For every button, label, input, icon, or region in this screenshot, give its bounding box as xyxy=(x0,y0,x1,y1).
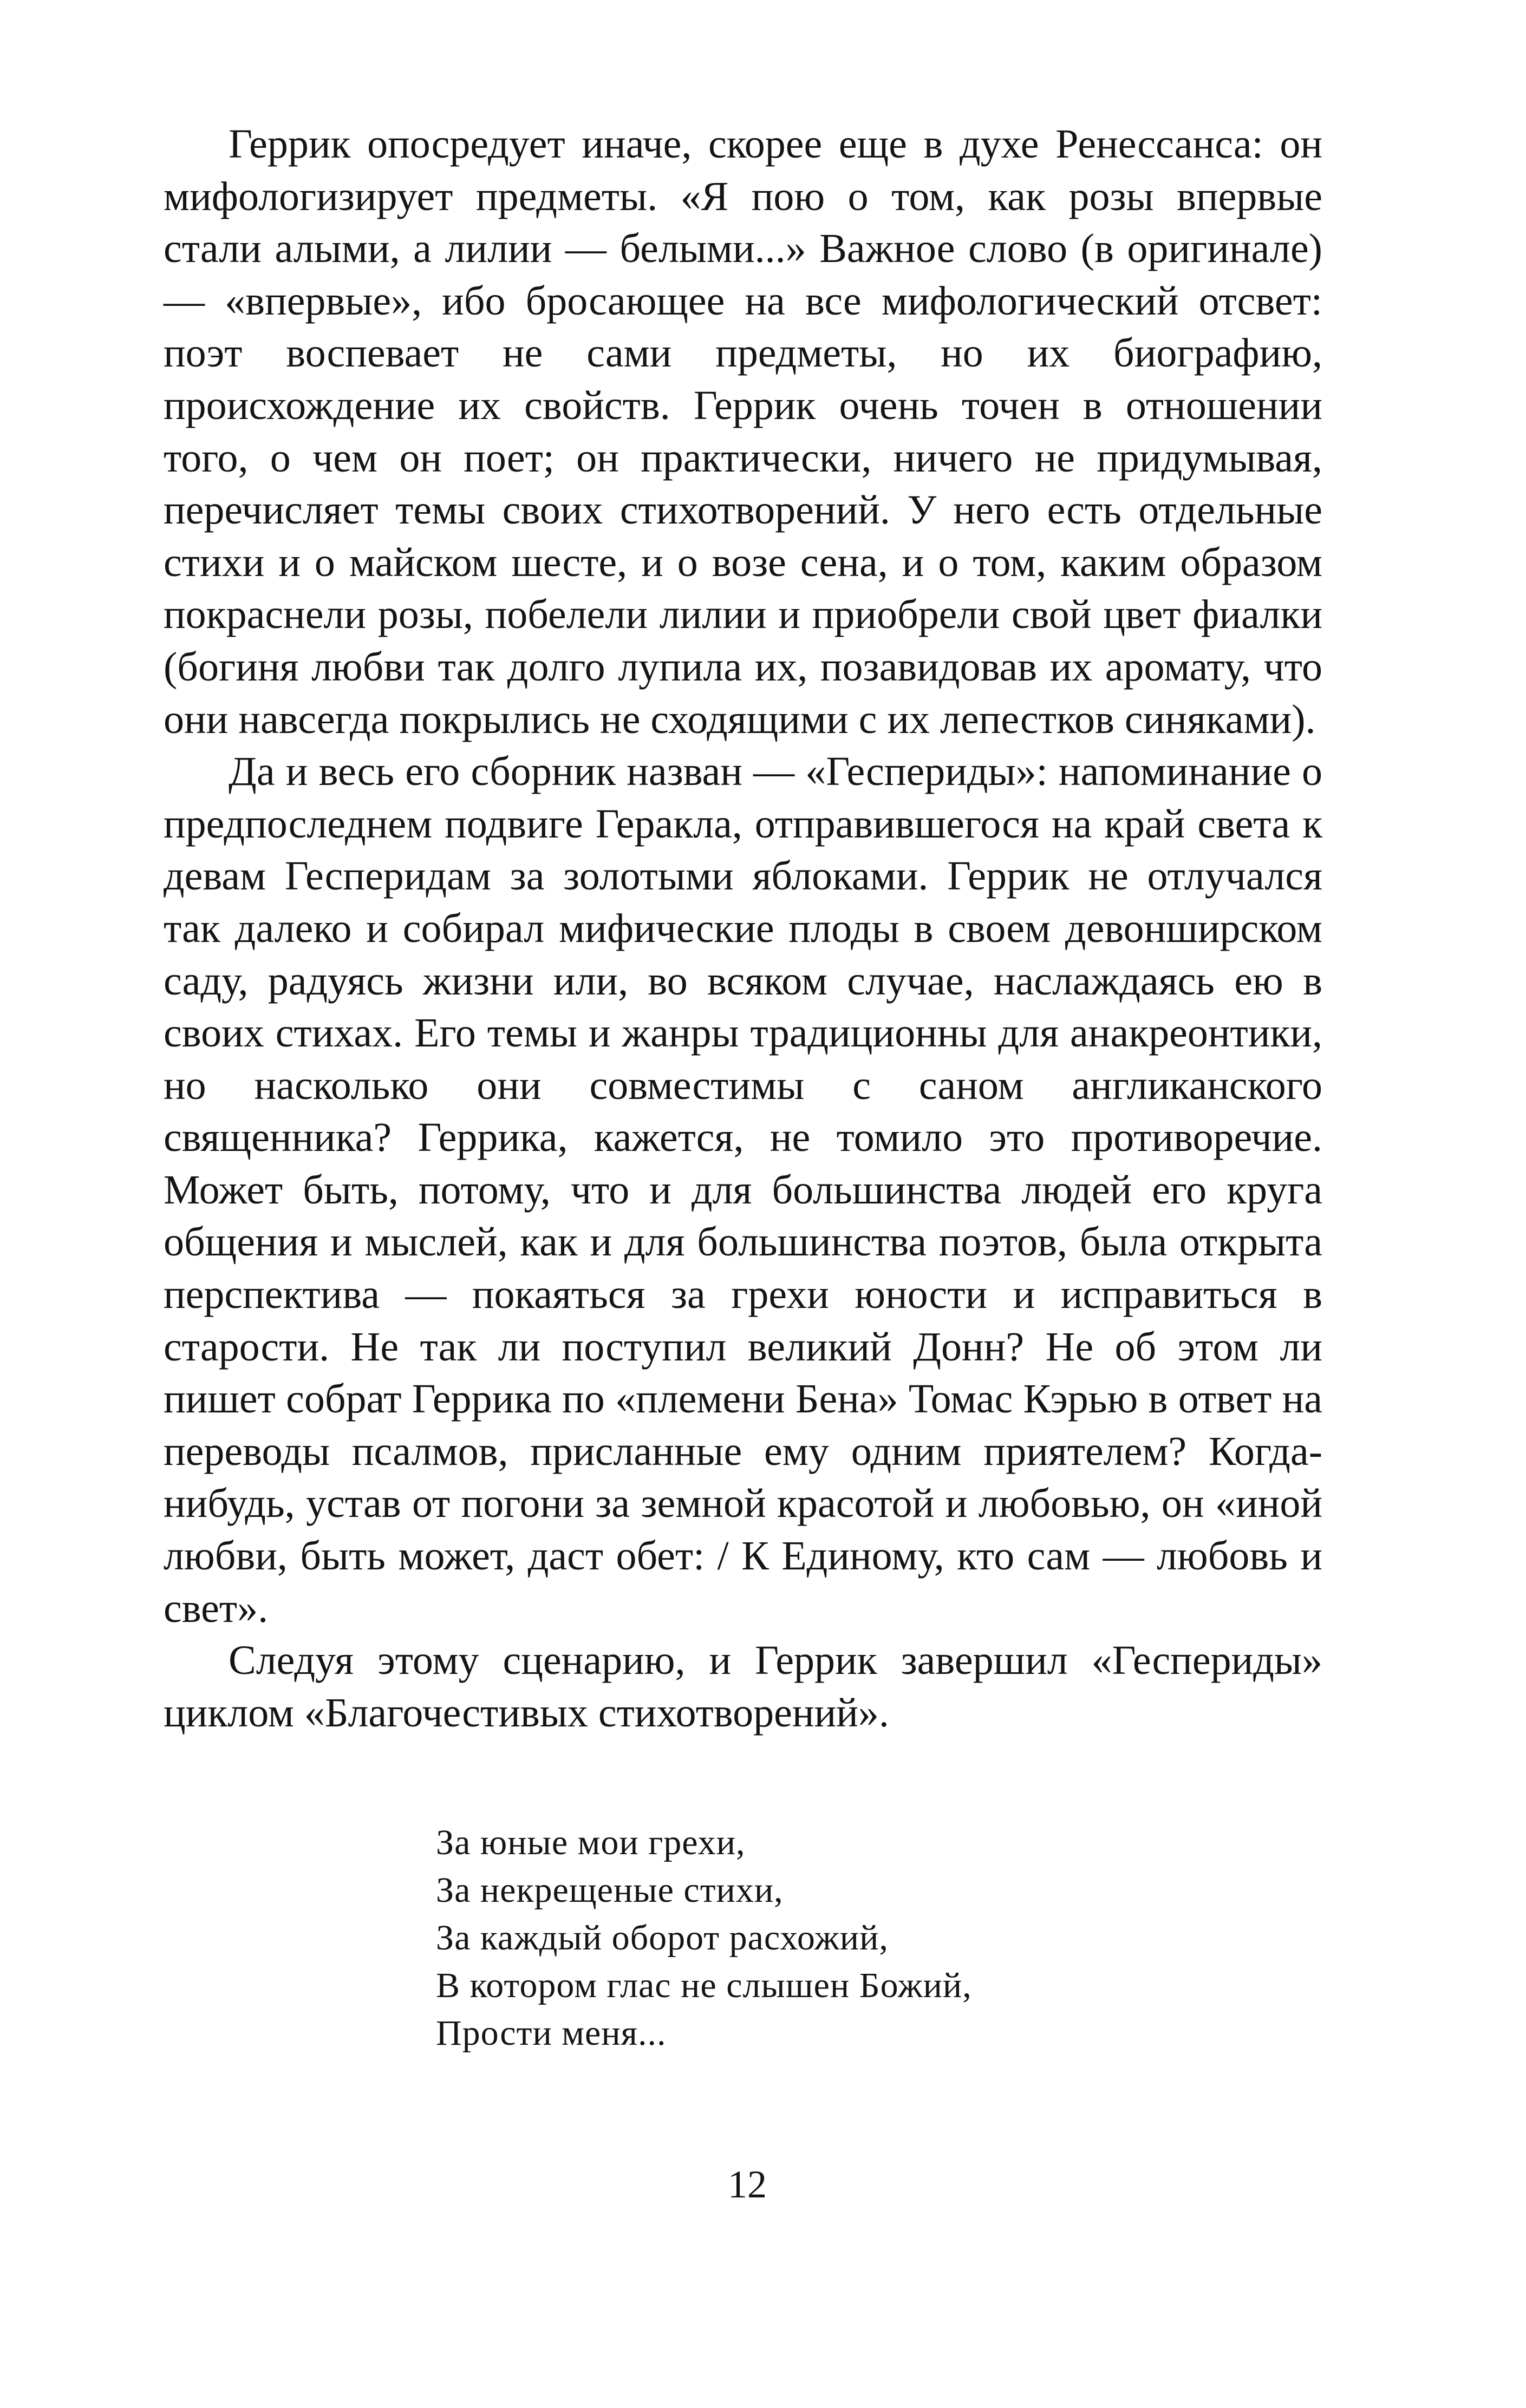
body-text xyxy=(164,118,1322,1739)
poem-line: Прости меня... xyxy=(436,2013,667,2053)
paragraph-1: Геррик опосредует иначе, скорее еще в духе Ренессанса: он мифологизирует предметы. «Я пою о том, как розы впервые стали алыми, а лилии — белыми...» Важное слово (в оригинале) — «впервые», ибо бросающее на все мифологический отсвет: поэт воспевает не сами предметы, но их биографию, происхождение их свойств. Геррик очень точен в отношении того, о чем он поет; он практически, ничего не придумывая, перечисляет темы своих стихотворений. У него есть отдельные стихи и о майском шесте, и о возе сена, и о том, каким образом покраснели розы, побелели лилии и приобрели свой цвет фиалки (богиня любви так долго лупила их, позавидовав их аромату, что они навсегда покрылись не сходящими с их лепестков синяками). xyxy=(164,121,1322,742)
poem-line: В котором глас не слышен Божий, xyxy=(436,1966,972,2005)
poem-line: За каждый оборот расхожий, xyxy=(436,1918,889,1958)
poem-line: За юные мои грехи, xyxy=(436,1823,746,1862)
poem-line: За некрещеные стихи, xyxy=(436,1870,784,1910)
poem-quote xyxy=(436,1819,1248,2057)
paragraph-3: Следуя этому сценарию, и Геррик завершил «Геспериды» циклом «Благочестивых стихотворений». xyxy=(164,1638,1322,1736)
paragraph-2: Да и весь его сборник назван — «Геспериды»: напоминание о предпоследнем подвиге Геракла, отправившегося на край света к девам Гесперидам за золотыми яблоками. Геррик не отлучался так далеко и собирал мифические плоды в своем девонширском саду, радуясь жизни или, во всяком случае, наслаждаясь ею в своих стихах. Его темы и жанры традиционны для анакреонтики, но насколько они совместимы с саном англиканского священника? Геррика, кажется, не томило это противоречие. Может быть, потому, что и для большинства людей его круга общения и мыслей, как и для большинства поэтов, была открыта перспектива — покаяться за грехи юности и исправиться в старости. Не так ли поступил великий Донн? Не об этом ли пишет собрат Геррика по «племени Бена» Томас Кэрью в ответ на переводы псалмов, присланные ему одним приятелем? Когда-нибудь, устав от погони за земной красотой и любовью, он «иной любви, быть может, даст обет: / К Единому, кто сам — любовь и свет». xyxy=(164,749,1322,1631)
page-number: 12 xyxy=(728,2163,767,2206)
